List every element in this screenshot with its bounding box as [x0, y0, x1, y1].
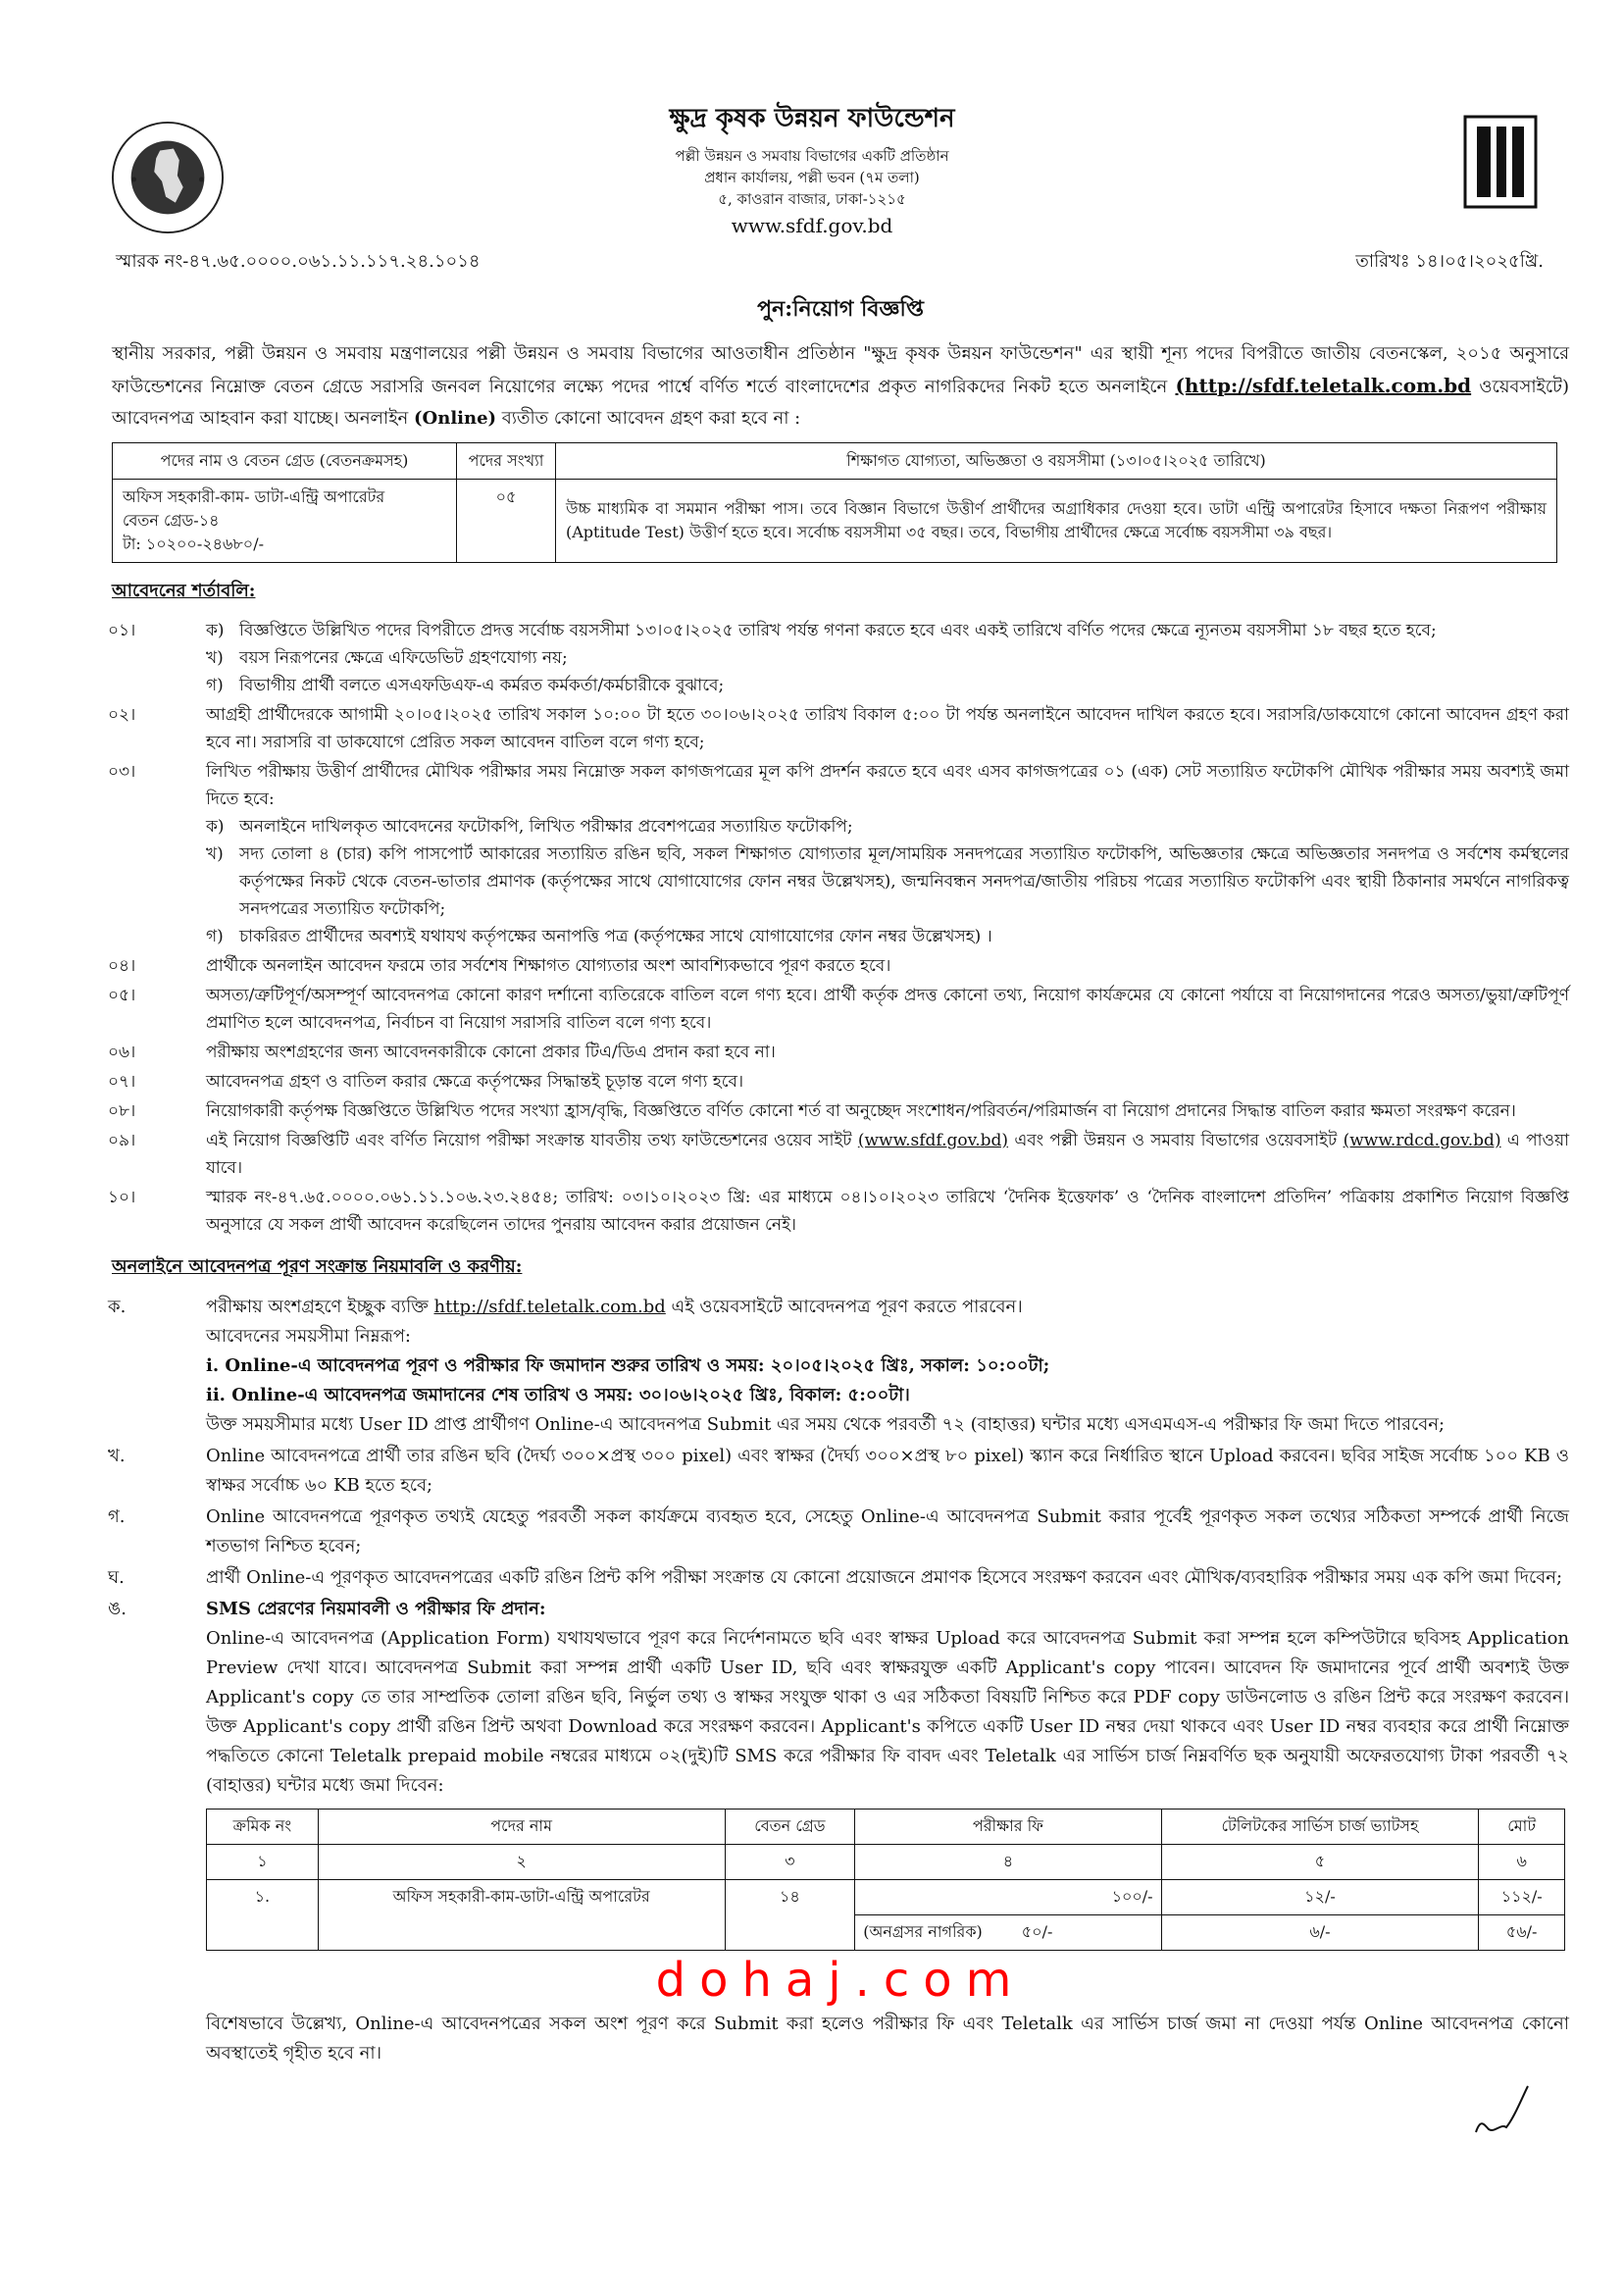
letterhead: [294, 98, 1330, 237]
rule-text: Online আবেদনপত্রে পূরণকৃত তথ্যই যেহেতু পরবর্তী সকল কার্যক্রমে ব্যবহৃত হবে, সেহেতু Online-এ আবেদনপত্র Submit করার পূর্বেই পূরণকৃত সকল তথ্যের সঠিকতা সম্পর্কে প্রার্থী নিজে শতভাগ নিশ্চিত হবেন;: [206, 1506, 1569, 1556]
list-item: [108, 1293, 1569, 1440]
header-line: প্রধান কার্যালয়, পল্লী ভবন (৭ম তলা): [704, 169, 920, 186]
sfdf-website-link[interactable]: (www.sfdf.gov.bd): [857, 1131, 1009, 1150]
memo-number: স্মারক নং-৪৭.৬৫.০০০০.০৬১.১১.১১৭.২৪.১০১৪: [116, 251, 481, 272]
table-row: [207, 1880, 1565, 1915]
memo-row: [116, 247, 1544, 278]
organization-name: ক্ষুদ্র কৃষক উন্নয়ন ফাউন্ডেশন: [669, 104, 955, 133]
watermark: dohaj.com: [655, 1953, 1026, 2008]
post-cell: অফিস সহকারী-কাম-ডাটা-এন্ট্রি অপারেটর: [318, 1880, 725, 1951]
letterhead-area: [0, 0, 1624, 284]
header-qualification: শিক্ষাগত যোগ্যতা, অভিজ্ঞতা ও বয়সসীমা (১৩।০৫।২০২৫ তারিখে): [556, 443, 1557, 480]
index-cell: ৪: [855, 1845, 1161, 1880]
rule-text: পরীক্ষায় অংশগ্রহণে ইচ্ছুক ব্যক্তি: [206, 1297, 434, 1317]
sub-text: বিভাগীয় প্রার্থী বলতে এসএফডিএফ-এ কর্মরত কর্মকর্তা/কর্মচারীকে বুঝাবে;: [239, 676, 725, 695]
fee-header: টেলিটকের সার্ভিস চার্জ ভ্যাটসহ: [1161, 1810, 1479, 1845]
conditions-list: [108, 617, 1569, 1239]
list-item: [108, 1127, 1569, 1182]
list-item: [108, 1595, 1569, 1801]
list-item: [108, 1068, 1569, 1096]
list-item: [108, 701, 1569, 756]
clause-number: ০১।: [108, 621, 136, 640]
list-item: [108, 1442, 1569, 1501]
fee-header: পরীক্ষার ফি: [855, 1810, 1161, 1845]
total-fee: ৫৬/-: [1479, 1915, 1565, 1951]
fee-header: পদের নাম: [318, 1810, 725, 1845]
index-cell: ৫: [1161, 1845, 1479, 1880]
sub-text: সদ্য তোলা ৪ (চার) কপি পাসপোর্ট আকারের সত্যায়িত রঙিন ছবি, সকল শিক্ষাগত যোগ্যতার মূল/সাময়িক সনদপত্রের সত্যায়িত ফটোকপি, অভিজ্ঞতার ক্ষেত্রে অভিজ্ঞতার সনদপত্র ও সর্বশেষ কর্মস্থলের কর্তৃপক্ষের নিকট থেকে বেতন-ভাতার প্রমাণক (কর্তৃপক্ষের সাথে যোগাযোগের ফোন নম্বর উল্লেখসহ), জন্মনিবন্ধন সনদপত্র/জাতীয় পরিচয় পত্রের সত্যায়িত ফটোকপি এবং স্থায়ী ঠিকানার সমর্থনে নাগরিকত্ব সনদপত্রের সত্যায়িত ফটোকপি;: [239, 844, 1569, 919]
list-item: [108, 1097, 1569, 1125]
rule-text: Online আবেদনপত্রে প্রার্থী তার রঙিন ছবি (দৈর্ঘ্য ৩০০×প্রস্থ ৩০০ pixel) এবং স্বাক্ষর (দৈর্ঘ্য ৩০০×প্রস্থ ৮০ pixel) স্ক্যান করে নির্ধারিত স্থানে Upload করবেন। ছবির সাইজ সর্বোচ্চ ১০০ KB ও স্বাক্ষর সর্বোচ্চ ৬০ KB হতে হবে;: [206, 1446, 1569, 1496]
qualification: উচ্চ মাধ্যমিক বা সমমান পরীক্ষা পাস। তবে বিজ্ঞান বিভাগে উত্তীর্ণ প্রার্থীদের অগ্রাধিকার দেওয়া হবে। ডাটা এন্ট্রি অপারেটর হিসাবে দক্ষতা নিরূপণ পরীক্ষায় (Aptitude Test) উত্তীর্ণ হতে হবে। সর্বোচ্চ বয়সসীমা ৩৫ বছর। তবে, বিভাগীয় প্রার্থীদের ক্ষেত্রে সর্বোচ্চ বয়সসীমা ৩৯ বছর।: [556, 480, 1557, 563]
rule-text: উক্ত সময়সীমার মধ্যে User ID প্রাপ্ত প্রার্থীগণ Online-এ আবেদনপত্র Submit এর সময় থেকে পরবর্তী ৭২ (বাহাত্তর) ঘন্টার মধ্যে এসএমএস-এ পরীক্ষার ফি জমা দিতে পারবেন;: [206, 1414, 1446, 1435]
post-count: ০৫: [457, 480, 556, 563]
teletalk-link[interactable]: (http://sfdf.teletalk.com.bd: [1175, 374, 1472, 397]
sub-label: গ): [206, 676, 224, 695]
sub-text: অনলাইনে দাখিলকৃত আবেদনের ফটোকপি, লিখিত পরীক্ষার প্রবেশপত্রের সত্যায়িত ফটোকপি;: [239, 817, 853, 837]
clause-text: নিয়োগকারী কর্তৃপক্ষ বিজ্ঞপ্তিতে উল্লিখিত পদের সংখ্যা হ্রাস/বৃদ্ধি, বিজ্ঞপ্তিতে বর্ণিত কোনো শর্ত বা অনুচ্ছেদ সংশোধন/পরিবর্তন/পরিমার্জন বা নিয়োগ প্রদানের সিদ্ধান্ত বাতিল করার ক্ষমতা সংরক্ষণ করেন।: [206, 1101, 1516, 1121]
clause-text: এ পাওয়া যাবে।: [206, 1131, 1570, 1178]
list-item: [108, 1503, 1569, 1561]
list-item: [108, 617, 1569, 699]
list-item: [108, 1563, 1569, 1593]
intro-text: ব্যতীত কোনো আবেদন গ্রহণ করা হবে না :: [496, 408, 801, 429]
clause-number: ০৩।: [108, 762, 136, 782]
intro-text: ওয়েবসাইটে) আবেদনপত্র আহবান করা যাচ্ছে। অনলাইন: [112, 377, 1569, 429]
footer-note: বিশেষভাবে উল্লেখ্য, Online-এ আবেদনপত্রের সকল অংশ পূরণ করে Submit করা হলেও পরীক্ষার ফি এবং Teletalk এর সার্ভিস চার্জ জমা না দেওয়া পর্যন্ত Online আবেদনপত্র কোনো অবস্থাতেই গৃহীত হবে না।: [206, 2014, 1569, 2064]
notice-body: [0, 292, 1624, 2176]
index-cell: ১: [207, 1845, 319, 1880]
government-seal-icon: [110, 120, 226, 235]
sub-text: চাকরিরত প্রার্থীদের অবশ্যই যথাযথ কর্তৃপক্ষের অনাপত্তি পত্র (কর্তৃপক্ষের সাথে যোগাযোগের ফোন নম্বর উল্লেখসহ) ।: [239, 927, 992, 946]
total-fee: ১১২/-: [1479, 1880, 1565, 1915]
index-cell: ৩: [725, 1845, 855, 1880]
clause-number: ০৪।: [108, 956, 136, 976]
online-label: (Online): [414, 408, 497, 429]
post-grade: বেতন গ্রেড-১৪: [123, 511, 220, 530]
post-table: [112, 442, 1557, 563]
sub-text: বিজ্ঞপ্তিতে উল্লিখিত পদের বিপরীতে প্রদত্ত সর্বোচ্চ বয়সসীমা ১৩।০৫।২০২৫ তারিখ পর্যন্ত গণনা করতে হবে এবং একই তারিখে বর্ণিত পদের ক্ষেত্রে ন্যূনতম বয়সসীমা ১৮ বছর হতে হবে;: [239, 621, 1437, 640]
online-rules-list: [108, 1293, 1569, 1801]
header-line: ৫, কাওরান বাজার, ঢাকা-১২১৫: [718, 190, 906, 208]
rdcd-website-link[interactable]: (www.rdcd.gov.bd): [1343, 1131, 1501, 1150]
teletalk-link[interactable]: http://sfdf.teletalk.com.bd: [433, 1297, 666, 1317]
clause-number: ০২।: [108, 705, 136, 725]
sub-label: গ): [206, 927, 224, 946]
sub-label: ক): [206, 817, 225, 837]
rule-text: প্রার্থী Online-এ পূরণকৃত আবেদনপত্রের একটি রঙিন প্রিন্ট কপি পরীক্ষা সংক্রান্ত যে কোনো প্রয়োজনে প্রমাণক হিসেবে সংরক্ষণ করবেন এবং মৌখিক/ব্যবহারিক পরীক্ষার সময় এক কপি জমা দিবেন;: [206, 1567, 1563, 1588]
start-date-line: i. Online-এ আবেদনপত্র পূরণ ও পরীক্ষার ফি জমাদান শুরুর তারিখ ও সময়: ২০।০৫।২০২৫ খ্রিঃ, সকাল: ১০:০০টা;: [206, 1355, 1050, 1376]
list-item: [108, 758, 1569, 950]
service-charge: ১২/-: [1161, 1880, 1479, 1915]
header-line: পল্লী উন্নয়ন ও সমবায় বিভাগের একটি প্রতিষ্ঠান: [675, 147, 949, 165]
table-row: [207, 1845, 1565, 1880]
clause-text: লিখিত পরীক্ষায় উত্তীর্ণ প্রার্থীদের মৌখিক পরীক্ষার সময় নিম্নোক্ত সকল কাগজপত্রের মূল কপি প্রদর্শন করতে হবে এবং এসব কাগজপত্রের ০১ (এক) সেট সত্যায়িত ফটোকপি মৌখিক পরীক্ষার সময় অবশ্যই জমা দিতে হবে:: [206, 762, 1569, 809]
index-cell: ২: [318, 1845, 725, 1880]
rule-text: আবেদনের সময়সীমা নিম্নরূপ:: [206, 1326, 412, 1347]
end-date-line: ii. Online-এ আবেদনপত্র জমাদানের শেষ তারিখ ও সময়: ৩০।০৬।২০২৫ খ্রিঃ, বিকাল: ৫:০০টা।: [206, 1385, 910, 1405]
clause-text: আগ্রহী প্রার্থীদেরকে আগামী ২০।০৫।২০২৫ তারিখ সকাল ১০:০০ টা হতে ৩০।০৬।২০২৫ তারিখ বিকাল ৫:০০ টা পর্যন্ত অনলাইনে আবেদন দাখিল করতে হবে। সরাসরি/ডাকযোগে কোনো আবেদন গ্রহণ করা হবে না। সরাসরি বা ডাকযোগে প্রেরিত সকল আবেদন বাতিল বলে গণ্য হবে;: [206, 705, 1569, 752]
post-scale: টা: ১০২০০-২৪৬৮০/-: [123, 535, 265, 553]
backward-fee: ৫০/-: [1021, 1922, 1053, 1941]
service-charge: ৬/-: [1161, 1915, 1479, 1951]
notice-title: পুন:নিয়োগ বিজ্ঞপ্তি: [757, 296, 924, 322]
clause-text: প্রার্থীকে অনলাইন আবেদন ফরমে তার সর্বশেষ শিক্ষাগত যোগ্যতার অংশ আবশ্যিকভাবে পূরণ করতে হবে।: [206, 956, 891, 976]
clause-number: ০৮।: [108, 1101, 136, 1121]
post-name: অফিস সহকারী-কাম- ডাটা-এন্ট্রি অপারেটর: [123, 487, 385, 506]
table-row: [113, 480, 1557, 563]
intro-text: স্থানীয় সরকার, পল্লী উন্নয়ন ও সমবায় মন্ত্রণালয়ের পল্লী উন্নয়ন ও সমবায় বিভাগের আওতাধীন প্রতিষ্ঠান "ক্ষুদ্র কৃষক উন্নয়ন ফাউন্ডেশন" এর স্থায়ী শূন্য পদের বিপরীতে জাতীয় বেতনস্কেল, ২০১৫ অনুসারে ফাউন্ডেশনের নিম্নোক্ত বেতন গ্রেডে সরাসরি জনবল নিয়োগের লক্ষ্যে পদের পার্শ্বে বর্ণিত শর্তে বাংলাদেশের প্রকৃত নাগরিকদের নিকট হতে অনলাইনে: [112, 343, 1569, 397]
index-cell: ৬: [1479, 1845, 1565, 1880]
exam-fee-backward: [855, 1915, 1161, 1951]
issue-date: তারিখঃ ১৪।০৫।২০২৫খ্রি.: [1355, 251, 1544, 272]
sub-label: ক): [206, 621, 225, 640]
rule-text: Online-এ আবেদনপত্র (Application Form) যথাযথভাবে পূরণ করে নির্দেশনামতে ছবি এবং স্বাক্ষর Upload করে আবেদনপত্র Submit করা সম্পন্ন হলে কম্পিউটারে ছবিসহ Application Preview দেখা যাবে। আবেদনপত্র Submit করা সম্পন্ন প্রার্থী একটি User ID, ছবি এবং স্বাক্ষরযুক্ত একটি Applicant's copy পাবেন। আবেদন ফি জমাদানের পূর্বে প্রার্থী অবশ্যই উক্ত Applicant's copy তে তার সাম্প্রতিক তোলা রঙিন ছবি, নির্ভুল তথ্য ও স্বাক্ষর সংযুক্ত থাকা ও এর সঠিকতা বিষয়টি নিশ্চিত করে PDF copy ডাউনলোড ও রঙিন প্রিন্ট করে সংরক্ষণ করবেন। উক্ত Applicant's copy প্রার্থী রঙিন প্রিন্ট অথবা Download করে সংরক্ষণ করবেন। Applicant's কপিতে একটি User ID নম্বর দেয়া থাকবে এবং User ID নম্বর ব্যবহার করে প্রার্থী নিম্নোক্ত পদ্ধতিতে কোনো Teletalk prepaid mobile নম্বরের মাধ্যমে ০২(দুই)টি SMS করে পরীক্ষার ফি বাবদ এবং Teletalk এর সার্ভিস চার্জ নিম্নবর্ণিত ছক অনুযায়ী অফেরতযোগ্য টাকা পরবর্তী ৭২ (বাহাত্তর) ঘন্টার মধ্যে জমা দিবেন:: [206, 1628, 1569, 1796]
clause-text: এবং পল্লী উন্নয়ন ও সমবায় বিভাগের ওয়েবসাইট: [1008, 1131, 1344, 1150]
clause-number: ০৬।: [108, 1043, 136, 1062]
rule-text: এই ওয়েবসাইটে আবেদনপত্র পূরণ করতে পারবেন।: [665, 1297, 1023, 1317]
list-item: [108, 1039, 1569, 1066]
list-item: [108, 982, 1569, 1037]
post-cell: [113, 480, 457, 563]
website-link[interactable]: www.sfdf.gov.bd: [731, 214, 893, 237]
sms-heading: SMS প্রেরণের নিয়মাবলী ও পরীক্ষার ফি প্রদান:: [206, 1599, 546, 1619]
signature-icon: [1471, 2078, 1530, 2137]
clause-number: ১০।: [108, 1188, 136, 1207]
header-post-count: পদের সংখ্যা: [457, 443, 556, 480]
grade-cell: ১৪: [725, 1880, 855, 1951]
conditions-heading: আবেদনের শর্তাবলি:: [112, 581, 256, 601]
clause-number: ০৯।: [108, 1131, 136, 1150]
clause-text: পরীক্ষায় অংশগ্রহণের জন্য আবেদনকারীকে কোনো প্রকার টিএ/ডিএ প্রদান করা হবে না।: [206, 1043, 776, 1062]
rule-number: গ.: [108, 1506, 126, 1527]
sub-label: খ): [206, 648, 224, 668]
serial-cell: ১.: [207, 1880, 319, 1951]
sub-text: বয়স নিরূপনের ক্ষেত্রে এফিডেভিট গ্রহণযোগ্য নয়;: [239, 648, 568, 668]
rule-number: ঙ.: [108, 1599, 127, 1619]
rule-number: ঘ.: [108, 1567, 125, 1588]
rule-number: ক.: [108, 1297, 127, 1317]
clause-number: ০৫।: [108, 986, 136, 1005]
online-rules-heading: অনলাইনে আবেদনপত্র পূরণ সংক্রান্ত নিয়মাবলি ও করণীয়:: [112, 1256, 523, 1277]
clause-number: ০৭।: [108, 1072, 136, 1092]
fee-header: ক্রমিক নং: [207, 1810, 319, 1845]
clause-text: এই নিয়োগ বিজ্ঞপ্তিটি এবং বর্ণিত নিয়োগ পরীক্ষা সংক্রান্ত যাবতীয় তথ্য ফাউন্ডেশনের ওয়েব সাইট: [206, 1131, 858, 1150]
exam-fee: ১০০/-: [855, 1880, 1161, 1915]
clause-text: অসত্য/ত্রুটিপূর্ণ/অসম্পূর্ণ আবেদনপত্র কোনো কারণ দর্শানো ব্যতিরেকে বাতিল বলে গণ্য হবে। প্রার্থী কর্তৃক প্রদত্ত কোনো তথ্য, নিয়োগ কার্যক্রমের যে কোনো পর্যায়ে বা নিয়োগদানের পরেও অসত্য/ভুয়া/ত্রুটিপূর্ণ প্রমাণিত হলে আবেদনপত্র, নির্বাচন বা নিয়োগ সরাসরি বাতিল বলে গণ্য হবে।: [206, 986, 1569, 1033]
clause-text: স্মারক নং-৪৭.৬৫.০০০০.০৬১.১১.১০৬.২৩.২৪৫৪; তারিখ: ০৩।১০।২০২৩ খ্রি: এর মাধ্যমে ০৪।১০।২০২৩ তারিখে ‘দৈনিক ইত্তেফাক’ ও ‘দৈনিক বাংলাদেশ প্রতিদিন’ পত্রিকায় প্রকাশিত নিয়োগ বিজ্ঞপ্তি অনুসারে যে সকল প্রার্থী আবেদন করেছিলেন তাদের পুনরায় আবেদন করার প্রয়োজন নেই।: [206, 1188, 1569, 1235]
header-post-name: পদের নাম ও বেতন গ্রেড (বেতনক্রমসহ): [113, 443, 457, 480]
fee-header: মোট: [1479, 1810, 1565, 1845]
fee-header: বেতন গ্রেড: [725, 1810, 855, 1845]
sfdf-logo-icon: [1461, 113, 1540, 211]
list-item: [108, 952, 1569, 980]
sub-label: খ): [206, 844, 224, 864]
rule-number: খ.: [108, 1446, 126, 1466]
backward-label: (অনগ্রসর নাগরিক): [863, 1922, 983, 1941]
clause-text: আবেদনপত্র গ্রহণ ও বাতিল করার ক্ষেত্রে কর্তৃপক্ষের সিদ্ধান্তই চূড়ান্ত বলে গণ্য হবে।: [206, 1072, 744, 1092]
fee-table-wrapper: [206, 1809, 1569, 1951]
fee-table: [206, 1809, 1565, 1951]
intro-paragraph: [112, 338, 1569, 434]
list-item: [108, 1184, 1569, 1239]
